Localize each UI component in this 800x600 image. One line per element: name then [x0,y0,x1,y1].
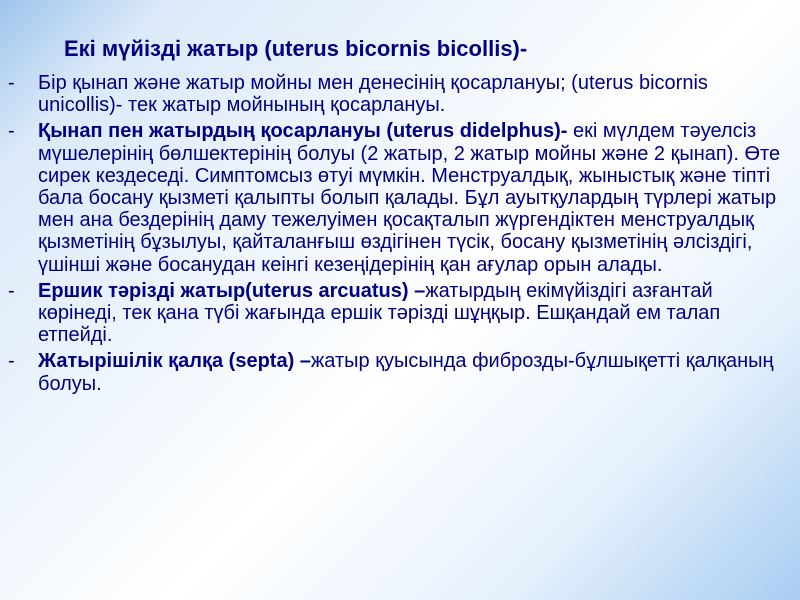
bullet-text-3: жатырдың екімүйіздігі азғантай көрінеді, тек қана түбі жағында ершік тәрізді шұңқыр. Ешқандай ем талап етпейді. [38,279,721,347]
bullet-text-4: жатыр қуысында фиброзды-бұлшықетті қалқаның болуы. [38,350,774,395]
bullet-marker: - [8,72,15,94]
bullet-item-2 [8,120,790,275]
bullet-lead-2: Қынап пен жатырдың қосарлануы (uterus didelphus)- [38,120,568,143]
bullet-text-1: Бір қынап және жатыр мойны мен денесінің қосарлануы; (uterus bicornis unicollis)- тек жатыр мойнының қосарлануы. [38,72,708,117]
bullet-marker: - [8,350,15,373]
bullet-list [8,72,790,399]
bullet-lead-4: Жатырішілік қалқа (septa) – [38,350,311,373]
bullet-marker: - [8,279,15,302]
bullet-item-4 [8,350,790,394]
bullet-lead-3: Ершик тәрізді жатыр(uterus arcuatus) – [38,279,426,302]
bullet-marker: - [8,120,15,143]
bullet-item-1 [8,72,790,116]
bullet-item-3 [8,280,790,347]
bullet-text-2: екі мүлдем тәуелсіз мүшелерінің бөлшектерінің болуы (2 жатыр, 2 жатыр мойны және 2 қынап). Өте сирек кездеседі. Симптомсыз өтуі мүмкін. Менструалдық, жыныстық және тіпті бала босану қызметі қалыпты болып қалады. Бұл ауытқулардың түрлері жатыр мен ана бездерінің даму тежелуімен қосақталып жүргендіктен менструалдық қызметінің бұзылуы, қайталанғыш өздігінен түсік, босану қызметінің әлсіздігі, үшінші және босанудан кеінгі кезеңідерінің қан ағулар орын алады. [38,120,781,276]
slide-title: Екі мүйізді жатыр (uterus bicornis bicollis)- [64,36,528,61]
